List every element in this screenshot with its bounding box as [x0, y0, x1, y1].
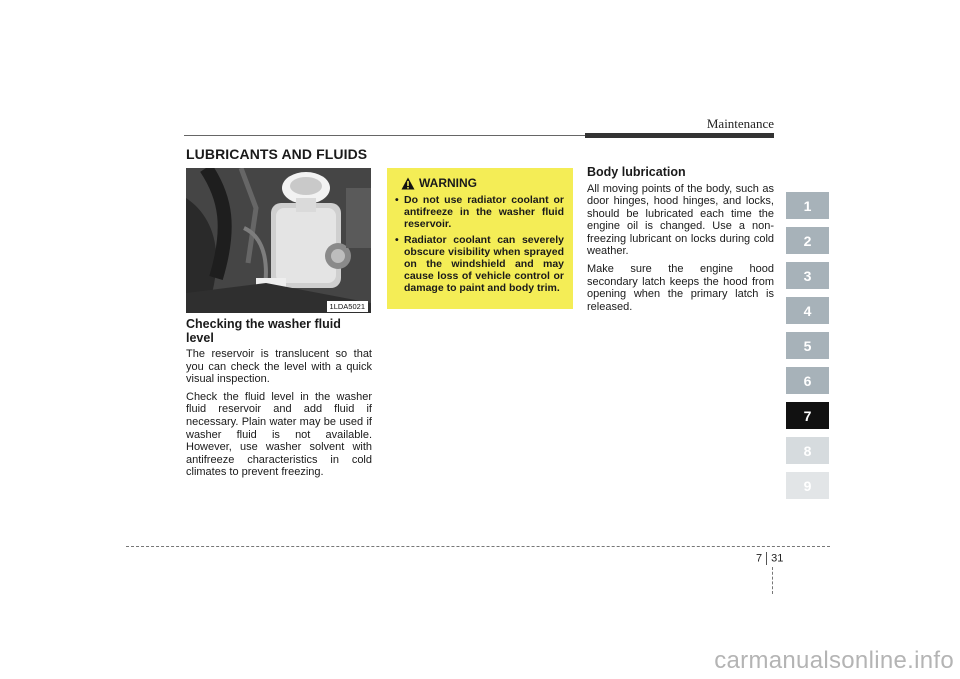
right-paragraph-1: All moving points of the body, such as door hinges, hood hinges, and locks, should be lubricated each time the engine oil is changed. Use a non-freezing lubricant on locks during cold weather.	[587, 182, 774, 258]
right-column	[587, 166, 774, 318]
warning-item-2: • Radiator coolant can severely obscure visibility when sprayed on the windshield and may cause loss of vehicle control or damage to paint and body trim.	[395, 234, 564, 294]
right-paragraph-2: Make sure the engine hood secondary latch keeps the hood from opening when the primary latch is released.	[587, 263, 774, 313]
page-number-value: 31	[771, 552, 784, 565]
chapter-tab-2[interactable]: 2	[786, 227, 829, 254]
chapter-tab-7[interactable]: 7	[786, 402, 829, 429]
engine-bay-photo	[186, 168, 371, 313]
page-number	[756, 552, 783, 565]
washer-reservoir-image	[186, 168, 371, 313]
chapter-tabs	[786, 192, 829, 507]
washer-fluid-heading: Checking the washer fluid level	[186, 317, 341, 345]
header-rule-accent	[585, 133, 774, 138]
chapter-number: 7	[756, 552, 763, 565]
chapter-tab-5[interactable]: 5	[786, 332, 829, 359]
footer-rule	[126, 546, 830, 547]
page-heading: LUBRICANTS AND FLUIDS	[186, 146, 368, 162]
chapter-tab-8[interactable]: 8	[786, 437, 829, 464]
warning-triangle-icon	[401, 177, 415, 190]
left-paragraph-2: Check the fluid level in the washer fluid reservoir and add fluid if necessary. Plain water may be used if washer fluid is not available. However, use washer solvent with antifreeze characteristics in cold climates to prevent freezing.	[186, 390, 372, 479]
chapter-tab-3[interactable]: 3	[786, 262, 829, 289]
chapter-tab-4[interactable]: 4	[786, 297, 829, 324]
figure-code: 1LDA5021	[327, 301, 368, 312]
warning-title	[401, 176, 564, 190]
section-label: Maintenance	[706, 116, 774, 131]
left-column	[186, 318, 372, 484]
chapter-tab-6[interactable]: 6	[786, 367, 829, 394]
warning-item-1: • Do not use radiator coolant or antifreeze in the washer fluid reservoir.	[395, 194, 564, 230]
chapter-tab-1[interactable]: 1	[786, 192, 829, 219]
warning-list	[395, 194, 564, 294]
footer-vertical-rule	[772, 567, 773, 594]
warning-box	[387, 168, 573, 309]
warning-label: WARNING	[419, 176, 477, 190]
watermark: carmanualsonline.info	[714, 647, 954, 674]
chapter-tab-9[interactable]: 9	[786, 472, 829, 499]
page-number-separator	[766, 552, 767, 565]
body-lubrication-heading: Body lubrication	[587, 165, 686, 179]
left-paragraph-1: The reservoir is translucent so that you can check the level with a quick visual inspection.	[186, 348, 372, 386]
